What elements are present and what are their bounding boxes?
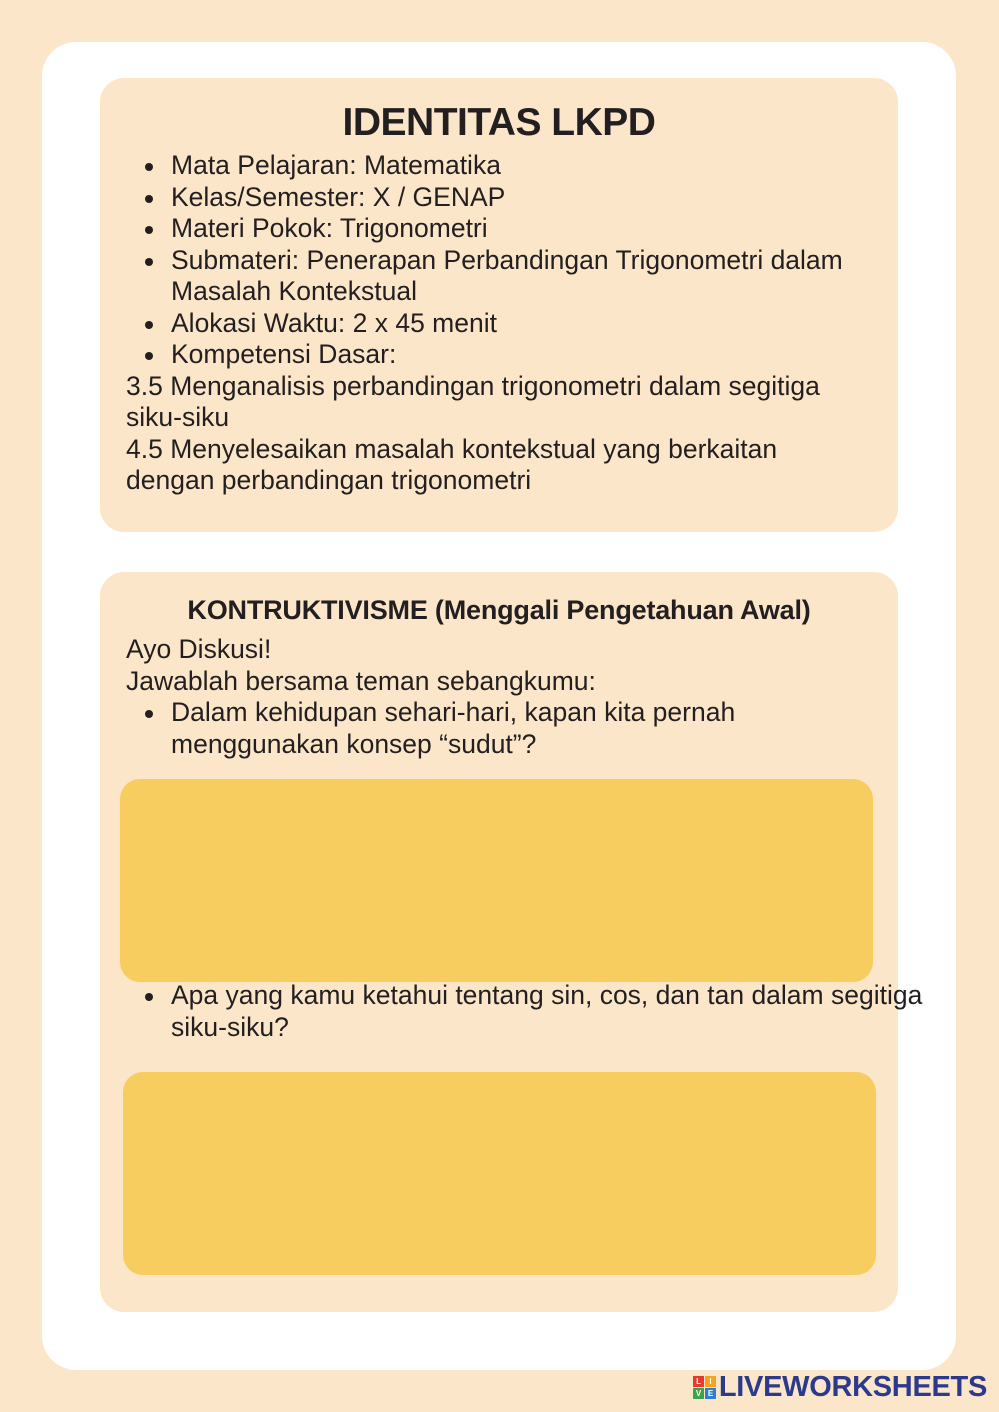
brand-name: LIVEWORKSHEETS: [718, 1371, 987, 1403]
worksheet-page: [42, 42, 956, 1370]
list-item: Mata Pelajaran: Matematika: [171, 150, 872, 182]
list-item: Alokasi Waktu: 2 x 45 menit: [171, 308, 872, 340]
kd-4-5: 4.5 Menyelesaikan masalah kontekstual yang berkaitan dengan perbandingan trigonometri: [126, 433, 778, 495]
construct-panel: [100, 572, 923, 1312]
construct-title: KONTRUKTIVISME (Menggali Pengetahuan Awal): [187, 595, 811, 625]
list-item: Kompetensi Dasar:: [171, 339, 872, 371]
liveworksheets-brand[interactable]: [693, 1371, 987, 1404]
answer-box-2[interactable]: [123, 1072, 876, 1275]
kd-3-5: 3.5 Menganalisis perbandingan trigonometri dalam segitiga siku-siku: [126, 370, 820, 432]
list-item: Submateri: Penerapan Perbandingan Trigonometri dalam Masalah Kontekstual: [171, 245, 872, 308]
instruction-text: Jawablah bersama teman sebangkumu:: [126, 665, 596, 696]
identity-panel: [100, 78, 898, 532]
question-list-2: [126, 980, 931, 1043]
identity-title: IDENTITAS LKPD: [342, 101, 656, 144]
list-item: Kelas/Semester: X / GENAP: [171, 182, 872, 214]
question-list-1: [126, 697, 872, 760]
identity-list: [126, 150, 872, 371]
discuss-heading: Ayo Diskusi!: [126, 634, 272, 664]
question-1: Dalam kehidupan sehari-hari, kapan kita pernah menggunakan konsep “sudut”?: [171, 697, 872, 760]
question-2: Apa yang kamu ketahui tentang sin, cos, dan tan dalam segitiga siku-siku?: [171, 980, 931, 1043]
list-item: Materi Pokok: Trigonometri: [171, 213, 872, 245]
answer-box-1[interactable]: [120, 779, 873, 982]
liveworksheets-logo-icon: L I V E: [693, 1376, 716, 1399]
